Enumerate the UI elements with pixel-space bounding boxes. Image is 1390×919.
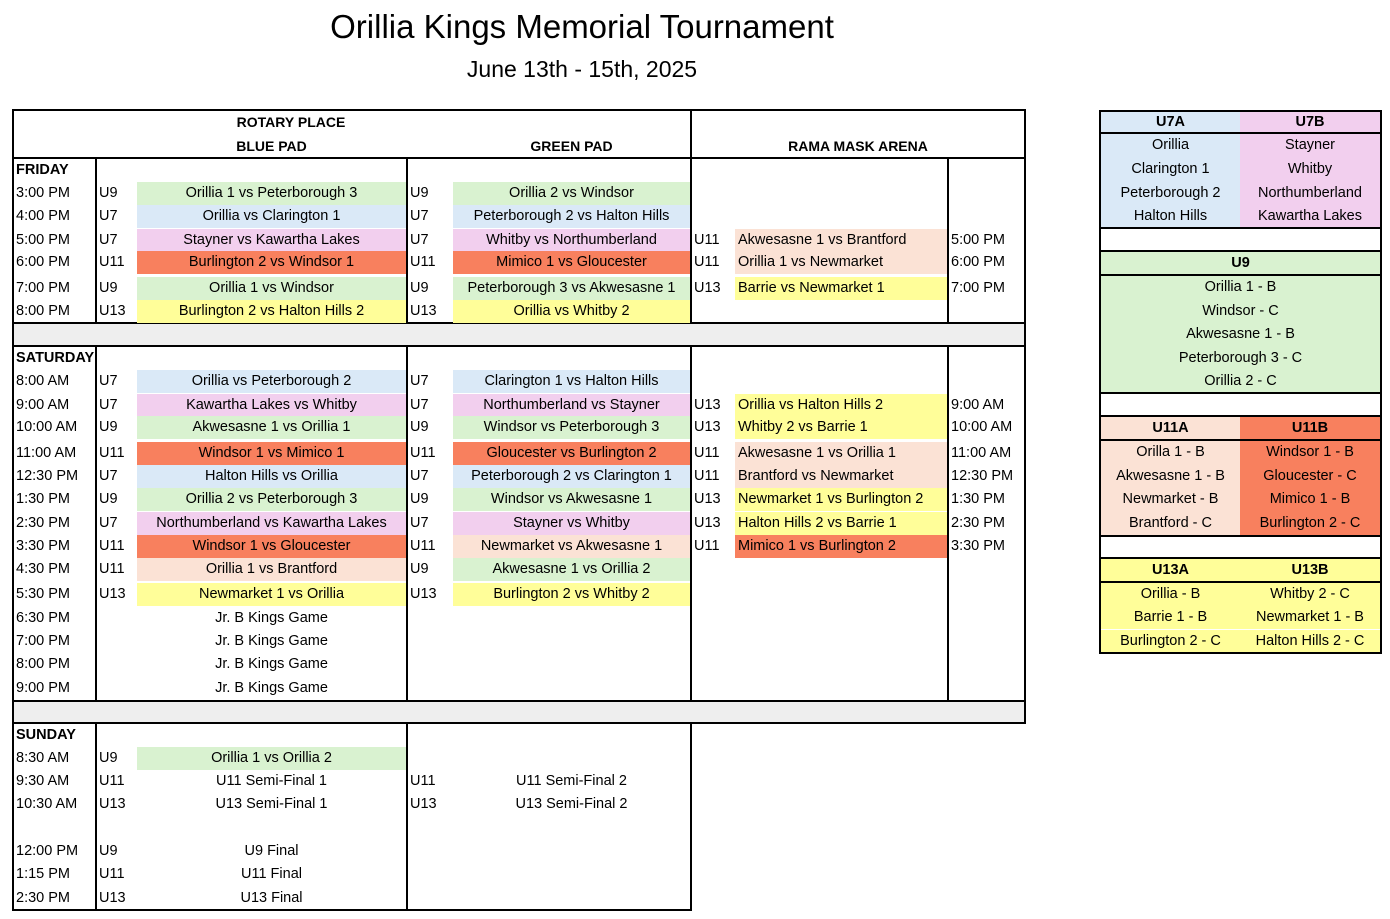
rama-game: Akwesasne 1 vs Brantford [735, 229, 947, 252]
day-label: SATURDAY [16, 350, 95, 366]
green-pad-division: U9 [410, 491, 429, 507]
rama-game [735, 182, 947, 205]
blue-pad-division: U11 [99, 561, 125, 577]
rama-time: 9:00 AM [951, 397, 1005, 413]
rama-game: Akwesasne 1 vs Orillia 1 [735, 442, 947, 465]
u9-team: Orillia 2 - C [1101, 370, 1380, 394]
u7b-header: U7B [1240, 112, 1380, 132]
grid-line [1099, 392, 1382, 394]
grid-line [12, 109, 1026, 111]
time-slot: 8:00 PM [16, 656, 70, 672]
rama-game: Orillia 1 vs Newmarket [735, 251, 947, 274]
blue-pad-division [97, 607, 137, 630]
green-pad-division: U11 [410, 445, 436, 461]
rama-game [735, 607, 947, 630]
green-pad-game: U11 Semi-Final 2 [516, 773, 627, 789]
u9-team: Windsor - C [1101, 300, 1380, 324]
rama-division: U11 [694, 468, 720, 484]
time-slot: 1:15 PM [16, 866, 70, 882]
day-separator [14, 701, 1024, 722]
rama-game [735, 370, 947, 393]
green-pad-game: Peterborough 3 vs Akwesasne 1 [453, 277, 690, 300]
green-pad-game: Orillia vs Whitby 2 [453, 300, 690, 323]
rama-division: U11 [694, 538, 720, 554]
time-slot: 9:30 AM [16, 773, 70, 789]
green-pad-division: U9 [410, 561, 429, 577]
rama-game [735, 558, 947, 581]
blue-pad-division: U9 [99, 185, 118, 201]
u9-header: U9 [1101, 252, 1380, 274]
green-pad-game [453, 887, 690, 910]
time-slot: 10:00 AM [16, 419, 78, 435]
rama-time [949, 653, 1023, 676]
rama-game: Halton Hills 2 vs Barrie 1 [735, 512, 947, 535]
green-pad-game: Burlington 2 vs Whitby 2 [453, 583, 690, 606]
blue-pad-division [97, 653, 137, 676]
green-pad-game: Gloucester vs Burlington 2 [453, 442, 690, 465]
green-pad-division [408, 887, 453, 910]
u11b-team: Burlington 2 - C [1240, 512, 1380, 536]
blue-pad-game: Jr. B Kings Game [215, 633, 328, 649]
blue-pad-game: Newmarket 1 vs Orillia [137, 583, 406, 606]
green-pad-division: U7 [410, 232, 429, 248]
blue-pad-game: U11 Final [241, 866, 302, 882]
rama-time: 12:30 PM [951, 468, 1014, 484]
time-slot: 7:00 PM [16, 633, 70, 649]
green-pad-division: U13 [410, 796, 437, 812]
u13b-team: Newmarket 1 - B [1240, 606, 1380, 629]
time-slot: 4:30 PM [16, 561, 70, 577]
time-slot: 6:30 PM [16, 610, 70, 626]
u11b-team: Gloucester - C [1240, 465, 1380, 489]
grid-line [12, 345, 1026, 347]
green-pad-division: U7 [410, 515, 429, 531]
rama-time: 1:30 PM [951, 491, 1005, 507]
green-pad-division: U13 [410, 586, 437, 602]
u7b-team: Kawartha Lakes [1240, 205, 1380, 229]
green-pad-division: U9 [410, 280, 429, 296]
blue-pad-division: U11 [99, 866, 125, 882]
green-pad-game [453, 630, 690, 653]
u13a-team: Burlington 2 - C [1101, 630, 1240, 653]
rama-division [692, 300, 735, 323]
rama-game [735, 630, 947, 653]
grid-line [12, 700, 1026, 702]
rama-game: Whitby 2 vs Barrie 1 [735, 416, 947, 439]
rama-time: 3:30 PM [951, 538, 1005, 554]
blue-pad-division: U7 [99, 208, 118, 224]
rama-division: U13 [694, 419, 721, 435]
rama-division [692, 677, 735, 700]
grid-line [1380, 250, 1382, 417]
rama-division [692, 607, 735, 630]
green-pad-game: Windsor vs Peterborough 3 [453, 416, 690, 439]
u13a-team: Orillia - B [1101, 583, 1240, 606]
u7a-team: Halton Hills [1101, 205, 1240, 229]
time-slot: 1:30 PM [16, 491, 70, 507]
u7a-team: Orillia [1101, 134, 1240, 158]
green-pad-game [453, 840, 690, 863]
rama-division: U13 [694, 515, 721, 531]
time-slot: 8:00 AM [16, 373, 70, 389]
green-pad-division: U7 [410, 208, 429, 224]
rama-time: 6:00 PM [951, 254, 1005, 270]
rama-game: Barrie vs Newmarket 1 [735, 277, 947, 300]
rama-time [949, 205, 1023, 228]
blue-pad-division: U7 [99, 515, 118, 531]
blue-pad-division: U11 [99, 773, 125, 789]
time-slot: 8:00 PM [16, 303, 70, 319]
u11a-team: Brantford - C [1101, 512, 1240, 536]
u7a-header: U7A [1101, 112, 1240, 132]
blue-pad-division: U7 [99, 232, 118, 248]
time-slot: 8:30 AM [16, 750, 70, 766]
blue-pad-division: U13 [99, 586, 126, 602]
rama-time: 11:00 AM [951, 445, 1012, 461]
blue-pad-game: U11 Semi-Final 1 [216, 773, 327, 789]
time-slot: 9:00 AM [16, 397, 70, 413]
time-slot [14, 816, 95, 839]
u7b-team: Northumberland [1240, 182, 1380, 206]
time-slot: 3:00 PM [16, 185, 70, 201]
green-pad-division [408, 840, 453, 863]
u11b-header: U11B [1240, 417, 1380, 439]
green-pad-division: U11 [410, 254, 436, 270]
time-slot: 7:00 PM [16, 280, 70, 296]
blue-pad-division: U13 [99, 890, 126, 906]
blue-pad-game [137, 816, 406, 839]
blue-pad-game: Akwesasne 1 vs Orillia 1 [137, 416, 406, 439]
blue-pad-game: Orillia 1 vs Brantford [137, 558, 406, 581]
time-slot: 5:00 PM [16, 232, 70, 248]
rama-division [692, 370, 735, 393]
u11a-header: U11A [1101, 417, 1240, 439]
blue-pad-division: U13 [99, 303, 126, 319]
u7b-team: Stayner [1240, 134, 1380, 158]
rama-time [949, 300, 1023, 323]
rama-division: U13 [694, 397, 721, 413]
u13a-team: Barrie 1 - B [1101, 606, 1240, 629]
blue-pad-division [97, 816, 137, 839]
blue-pad-division: U9 [99, 491, 118, 507]
u11a-team: Orilla 1 - B [1101, 441, 1240, 465]
rama-time [949, 182, 1023, 205]
time-slot: 2:30 PM [16, 515, 70, 531]
rama-time: 7:00 PM [951, 280, 1005, 296]
blue-pad-game: Stayner vs Kawartha Lakes [137, 229, 406, 252]
blue-pad-game: Windsor 1 vs Mimico 1 [137, 442, 406, 465]
green-pad-division [408, 816, 453, 839]
grid-line [12, 157, 1026, 159]
blue-pad-division: U9 [99, 280, 118, 296]
pad-green-header: GREEN PAD [530, 138, 613, 154]
green-pad-game: Peterborough 2 vs Halton Hills [453, 205, 690, 228]
rama-game [735, 300, 947, 323]
green-pad-game: Whitby vs Northumberland [453, 229, 690, 252]
rama-time [949, 607, 1023, 630]
green-pad-game: Clarington 1 vs Halton Hills [453, 370, 690, 393]
green-pad-game: Stayner vs Whitby [453, 512, 690, 535]
page-title: Orillia Kings Memorial Tournament [330, 8, 834, 45]
green-pad-game: Newmarket vs Akwesasne 1 [453, 535, 690, 558]
rama-time [949, 677, 1023, 700]
blue-pad-division: U11 [99, 538, 125, 554]
blue-pad-game: Northumberland vs Kawartha Lakes [137, 512, 406, 535]
green-pad-game: Windsor vs Akwesasne 1 [453, 488, 690, 511]
rama-time: 2:30 PM [951, 515, 1005, 531]
rama-game [735, 653, 947, 676]
green-pad-division [408, 630, 453, 653]
rama-game [735, 677, 947, 700]
rama-division [692, 630, 735, 653]
green-pad-game: Peterborough 2 vs Clarington 1 [453, 465, 690, 488]
blue-pad-game: Windsor 1 vs Gloucester [137, 535, 406, 558]
rama-division: U11 [694, 445, 720, 461]
green-pad-division [408, 747, 453, 770]
pad-blue-header: BLUE PAD [236, 138, 307, 154]
rama-division [692, 653, 735, 676]
green-pad-division: U7 [410, 468, 429, 484]
venue-rama-header: RAMA MASK ARENA [788, 138, 928, 154]
u9-team: Akwesasne 1 - B [1101, 323, 1380, 347]
rama-game [735, 583, 947, 606]
blue-pad-game: Jr. B Kings Game [215, 610, 328, 626]
page-subtitle: June 13th - 15th, 2025 [466, 56, 698, 82]
blue-pad-division: U7 [99, 373, 118, 389]
rama-game: Brantford vs Newmarket [735, 465, 947, 488]
green-pad-division [408, 607, 453, 630]
blue-pad-game: Orillia vs Clarington 1 [137, 205, 406, 228]
time-slot: 3:30 PM [16, 538, 70, 554]
rama-time: 10:00 AM [951, 419, 1013, 435]
blue-pad-division: U7 [99, 468, 118, 484]
u13b-header: U13B [1240, 559, 1380, 581]
rama-game: Orillia vs Halton Hills 2 [735, 394, 947, 417]
time-slot: 4:00 PM [16, 208, 70, 224]
rama-time [949, 558, 1023, 581]
green-pad-game: Mimico 1 vs Gloucester [453, 251, 690, 274]
time-slot: 10:30 AM [16, 796, 78, 812]
u7b-team: Whitby [1240, 158, 1380, 182]
grid-line [1099, 110, 1101, 250]
blue-pad-division [97, 630, 137, 653]
u11b-team: Windsor 1 - B [1240, 441, 1380, 465]
blue-pad-game: Orillia vs Peterborough 2 [137, 370, 406, 393]
blue-pad-game: Orillia 1 vs Windsor [137, 277, 406, 300]
time-slot: 9:00 PM [16, 680, 70, 696]
blue-pad-game: Orillia 2 vs Peterborough 3 [137, 488, 406, 511]
blue-pad-division: U11 [99, 254, 125, 270]
time-slot: 2:30 PM [16, 890, 70, 906]
u13a-header: U13A [1101, 559, 1240, 581]
green-pad-division: U13 [410, 303, 437, 319]
blue-pad-division: U9 [99, 843, 118, 859]
green-pad-division: U9 [410, 419, 429, 435]
green-pad-division [408, 653, 453, 676]
grid-line [1380, 557, 1382, 654]
grid-line [12, 722, 1026, 724]
day-label: FRIDAY [16, 162, 69, 178]
u13b-team: Halton Hills 2 - C [1240, 630, 1380, 653]
rama-division: U11 [694, 254, 720, 270]
green-pad-game [453, 653, 690, 676]
rama-division [692, 205, 735, 228]
grid-line [690, 722, 692, 911]
rama-division [692, 583, 735, 606]
blue-pad-game: U13 Semi-Final 1 [215, 796, 328, 812]
rama-division [692, 558, 735, 581]
green-pad-division: U9 [410, 185, 429, 201]
blue-pad-division: U11 [99, 445, 125, 461]
rama-game [735, 205, 947, 228]
grid-line [1099, 557, 1101, 654]
u9-team: Peterborough 3 - C [1101, 347, 1380, 371]
blue-pad-game: Halton Hills vs Orillia [137, 465, 406, 488]
green-pad-game: Akwesasne 1 vs Orillia 2 [453, 558, 690, 581]
u9-team: Orillia 1 - B [1101, 276, 1380, 300]
time-slot: 11:00 AM [16, 445, 77, 461]
green-pad-game: Orillia 2 vs Windsor [453, 182, 690, 205]
day-separator [14, 323, 1024, 345]
u7a-team: Clarington 1 [1101, 158, 1240, 182]
blue-pad-division: U7 [99, 397, 118, 413]
grid-line [1099, 652, 1382, 654]
u11a-team: Newmarket - B [1101, 488, 1240, 512]
day-label: SUNDAY [16, 727, 76, 743]
rama-division: U13 [694, 280, 721, 296]
green-pad-division: U11 [410, 538, 436, 554]
rama-time [949, 630, 1023, 653]
u13b-team: Whitby 2 - C [1240, 583, 1380, 606]
green-pad-division: U7 [410, 373, 429, 389]
green-pad-division [408, 677, 453, 700]
u11a-team: Akwesasne 1 - B [1101, 465, 1240, 489]
green-pad-game [453, 863, 690, 886]
blue-pad-division [97, 677, 137, 700]
blue-pad-division: U9 [99, 419, 118, 435]
grid-line [1099, 415, 1101, 558]
blue-pad-game: Burlington 2 vs Windsor 1 [137, 251, 406, 274]
green-pad-game: U13 Semi-Final 2 [515, 796, 628, 812]
green-pad-game: Northumberland vs Stayner [453, 394, 690, 417]
blue-pad-game: Kawartha Lakes vs Whitby [137, 394, 406, 417]
blue-pad-game: Jr. B Kings Game [215, 680, 328, 696]
rama-game: Mimico 1 vs Burlington 2 [735, 535, 947, 558]
green-pad-game [453, 816, 690, 839]
blue-pad-division: U9 [99, 750, 118, 766]
blue-pad-game: Burlington 2 vs Halton Hills 2 [137, 300, 406, 323]
blue-pad-game: U9 Final [244, 843, 299, 859]
rama-time: 5:00 PM [951, 232, 1005, 248]
venue-rotary-place: ROTARY PLACE [236, 114, 346, 130]
u7a-team: Peterborough 2 [1101, 182, 1240, 206]
green-pad-game [453, 607, 690, 630]
grid-line [1380, 415, 1382, 558]
green-pad-game [453, 677, 690, 700]
green-pad-game [453, 747, 690, 770]
blue-pad-game: Orillia 1 vs Peterborough 3 [137, 182, 406, 205]
green-pad-division [408, 863, 453, 886]
rama-game: Newmarket 1 vs Burlington 2 [735, 488, 947, 511]
rama-time [949, 370, 1023, 393]
rama-division: U13 [694, 491, 721, 507]
time-slot: 6:00 PM [16, 254, 70, 270]
rama-division: U11 [694, 232, 720, 248]
rama-time [949, 583, 1023, 606]
rama-division [692, 182, 735, 205]
green-pad-division: U7 [410, 397, 429, 413]
blue-pad-game: Jr. B Kings Game [215, 656, 328, 672]
time-slot: 5:30 PM [16, 586, 70, 602]
grid-line [1099, 250, 1101, 417]
time-slot: 12:00 PM [16, 843, 79, 859]
u11b-team: Mimico 1 - B [1240, 488, 1380, 512]
blue-pad-division: U13 [99, 796, 126, 812]
grid-line [1380, 110, 1382, 250]
green-pad-division: U11 [410, 773, 436, 789]
blue-pad-game: U13 Final [240, 890, 303, 906]
grid-line [1099, 535, 1382, 537]
time-slot: 12:30 PM [16, 468, 79, 484]
grid-line [1024, 109, 1026, 724]
grid-line [1099, 227, 1382, 229]
blue-pad-game: Orillia 1 vs Orillia 2 [137, 747, 406, 770]
